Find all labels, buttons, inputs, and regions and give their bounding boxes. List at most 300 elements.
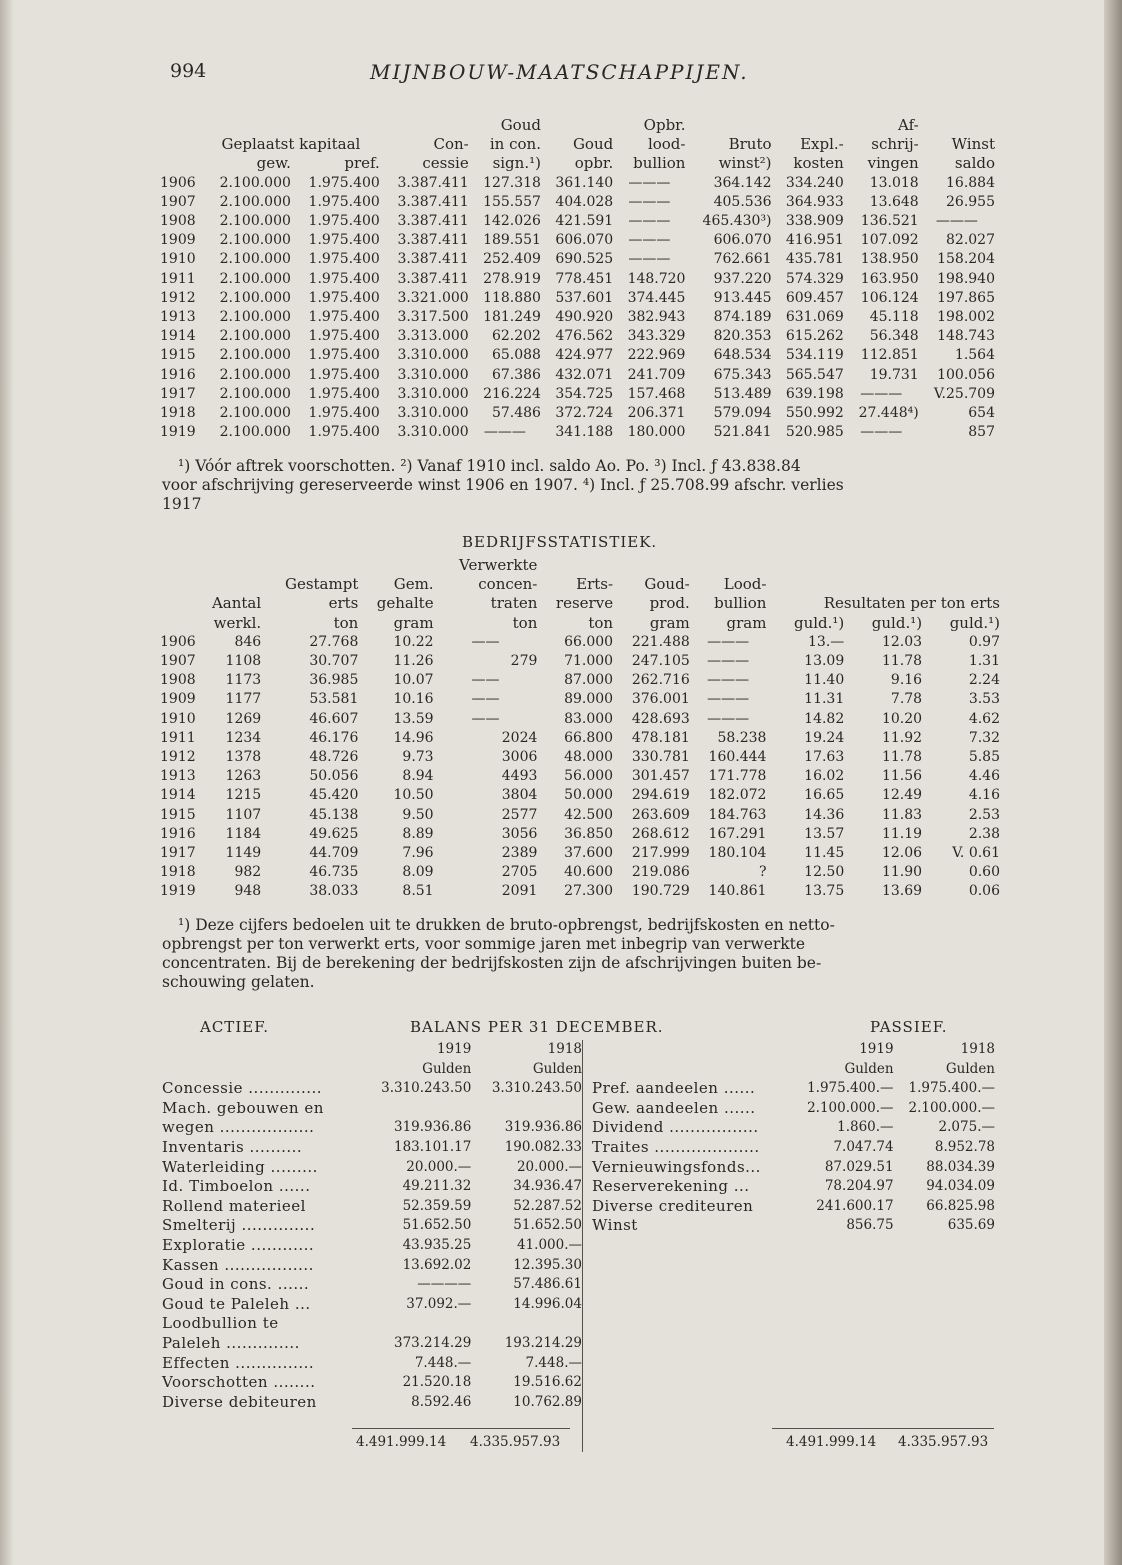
value-cell: 1.975.400 bbox=[308, 270, 380, 287]
value-cell: ——— bbox=[628, 232, 671, 249]
passief-label: PASSIEF. bbox=[870, 1018, 948, 1036]
asset-row bbox=[162, 1099, 582, 1119]
liabilities-total-1918: 4.335.957.93 bbox=[898, 1434, 989, 1450]
value-cell: 913.445 bbox=[713, 289, 772, 306]
asset-label: Exploratie ............ bbox=[162, 1235, 315, 1254]
liability-1919: 856.75 bbox=[846, 1217, 894, 1234]
year-cell: 1911 bbox=[160, 729, 196, 746]
table-row bbox=[160, 289, 995, 308]
column-header bbox=[766, 556, 844, 575]
value-cell: 579.094 bbox=[713, 405, 772, 422]
value-cell: —— bbox=[471, 633, 500, 650]
column-header: Winst bbox=[951, 135, 995, 154]
value-cell: ——— bbox=[860, 385, 903, 402]
liability-label: Pref. aandeelen ...... bbox=[592, 1079, 756, 1098]
liability-row bbox=[580, 1138, 995, 1158]
column-header: Af- bbox=[898, 116, 919, 134]
value-cell: 520.985 bbox=[785, 424, 844, 441]
value-cell: ——— bbox=[707, 710, 750, 727]
asset-1918: 34.936.47 bbox=[513, 1178, 582, 1195]
value-cell: 11.40 bbox=[804, 672, 845, 689]
value-cell: 1.975.400 bbox=[308, 289, 380, 306]
value-cell: 478.181 bbox=[631, 729, 690, 746]
assets-total-1919: 4.491.999.14 bbox=[356, 1434, 447, 1450]
asset-1918: 57.486.61 bbox=[513, 1276, 582, 1293]
operations-table bbox=[160, 556, 1000, 902]
value-cell: 184.763 bbox=[708, 806, 767, 823]
column-header bbox=[160, 556, 196, 575]
asset-1919: 20.000.— bbox=[406, 1158, 472, 1175]
column-header: Lood- bbox=[723, 575, 767, 594]
value-cell: 160.444 bbox=[708, 749, 767, 766]
value-cell: 3.321.000 bbox=[397, 289, 469, 306]
footnote-2-line-3: concentraten. Bij de berekening der bedrijfskosten zijn de afschrijvingen buiten be- bbox=[162, 954, 822, 972]
value-cell: 606.070 bbox=[555, 232, 614, 249]
value-cell: 857 bbox=[968, 424, 995, 441]
column-header bbox=[844, 556, 922, 575]
value-cell: 301.457 bbox=[631, 768, 690, 785]
asset-1919 bbox=[361, 1099, 472, 1119]
value-cell: 12.50 bbox=[804, 864, 845, 881]
value-cell: 2705 bbox=[501, 864, 538, 881]
value-cell: 62.202 bbox=[491, 328, 541, 345]
table-row bbox=[160, 423, 995, 442]
value-cell: 1.975.400 bbox=[308, 174, 380, 191]
value-cell: 71.000 bbox=[564, 653, 614, 670]
value-cell: 13.09 bbox=[804, 653, 845, 670]
year-cell: 1916 bbox=[160, 825, 196, 842]
column-header bbox=[766, 575, 844, 594]
value-cell: 3.310.000 bbox=[397, 347, 469, 364]
table-row bbox=[160, 327, 995, 346]
column-header bbox=[613, 556, 690, 575]
value-cell: 1173 bbox=[225, 672, 262, 689]
value-cell: 374.445 bbox=[627, 289, 686, 306]
value-cell: 27.768 bbox=[309, 633, 359, 650]
value-cell: 778.451 bbox=[555, 270, 614, 287]
liability-label: Vernieuwingsfonds... bbox=[592, 1157, 761, 1176]
asset-1918: 190.082.33 bbox=[504, 1138, 582, 1155]
table-row bbox=[160, 710, 1000, 729]
year-1918: 1918 bbox=[960, 1041, 995, 1057]
value-cell: 50.056 bbox=[309, 768, 359, 785]
column-header: in con. bbox=[489, 135, 541, 154]
value-cell: 198.940 bbox=[937, 270, 995, 287]
column-header bbox=[160, 575, 196, 594]
value-cell: 16.884 bbox=[946, 174, 995, 191]
value-cell: ——— bbox=[707, 691, 750, 708]
table-row bbox=[160, 652, 1000, 671]
column-header: saldo bbox=[954, 154, 995, 173]
table-row bbox=[160, 863, 1000, 882]
asset-1918: 193.214.29 bbox=[504, 1334, 582, 1351]
asset-row bbox=[162, 1354, 582, 1374]
value-cell: 294.619 bbox=[631, 787, 690, 804]
liability-1918: 2.100.000.— bbox=[908, 1099, 995, 1116]
asset-1919: 49.211.32 bbox=[402, 1178, 472, 1195]
value-cell: 2.100.000 bbox=[219, 405, 291, 422]
value-cell: 87.000 bbox=[564, 672, 614, 689]
value-cell: 182.072 bbox=[708, 787, 767, 804]
liability-1919: 7.047.74 bbox=[833, 1138, 894, 1155]
asset-row bbox=[162, 1216, 582, 1236]
value-cell: 338.909 bbox=[785, 213, 844, 230]
table-row bbox=[160, 806, 1000, 825]
page-header bbox=[170, 60, 1000, 90]
value-cell: 11.90 bbox=[881, 864, 923, 881]
value-cell: 45.118 bbox=[869, 309, 919, 326]
table-header-row bbox=[160, 556, 1000, 575]
value-cell: 1.975.400 bbox=[308, 309, 380, 326]
column-header: guld.¹) bbox=[871, 613, 923, 632]
column-header: werkl. bbox=[213, 613, 262, 632]
page-number: 994 bbox=[170, 60, 207, 82]
value-cell: 136.521 bbox=[860, 213, 919, 230]
value-cell: 4.62 bbox=[968, 710, 1000, 727]
value-cell: 1.975.400 bbox=[308, 251, 380, 268]
year-cell: 1911 bbox=[160, 270, 196, 287]
footnote-1-line-2: voor afschrijving gereserveerde winst 1906 en 1907. ⁴) Incl. ƒ 25.708.99 afschr. verlies bbox=[162, 476, 844, 494]
column-header: gew. bbox=[256, 154, 291, 173]
liability-label: Gew. aandeelen ...... bbox=[592, 1098, 756, 1117]
value-cell: ——— bbox=[707, 672, 750, 689]
value-cell: 354.725 bbox=[555, 385, 614, 402]
value-cell: 537.601 bbox=[555, 289, 614, 306]
table-row bbox=[160, 767, 1000, 786]
value-cell: 66.000 bbox=[564, 633, 614, 650]
value-cell: 16.02 bbox=[804, 768, 845, 785]
value-cell: 10.07 bbox=[393, 672, 434, 689]
value-cell: 13.57 bbox=[804, 825, 845, 842]
value-cell: 66.800 bbox=[564, 729, 614, 746]
liability-row bbox=[580, 1158, 995, 1178]
asset-1919: 319.936.86 bbox=[394, 1119, 472, 1136]
value-cell: 3.387.411 bbox=[397, 270, 469, 287]
value-cell: 171.778 bbox=[708, 768, 767, 785]
table-row bbox=[160, 671, 1000, 690]
balance-year-row bbox=[162, 1040, 582, 1060]
value-cell: 44.709 bbox=[309, 845, 359, 862]
assets-total-rule bbox=[352, 1428, 570, 1429]
value-cell: 404.028 bbox=[555, 193, 614, 210]
value-cell: 3.387.411 bbox=[397, 251, 469, 268]
value-cell: 615.262 bbox=[785, 328, 844, 345]
value-cell: 2.100.000 bbox=[219, 251, 291, 268]
value-cell: 58.238 bbox=[717, 729, 767, 746]
value-cell: 2.100.000 bbox=[219, 232, 291, 249]
year-cell: 1910 bbox=[160, 710, 196, 727]
value-cell: 9.73 bbox=[402, 749, 434, 766]
spacer bbox=[580, 1060, 792, 1080]
spacer bbox=[162, 1040, 361, 1060]
value-cell: 376.001 bbox=[631, 691, 690, 708]
table-row bbox=[160, 308, 995, 327]
table-row bbox=[160, 882, 1000, 901]
column-header bbox=[261, 556, 358, 575]
column-header bbox=[772, 116, 844, 135]
value-cell: 948 bbox=[234, 883, 262, 900]
value-cell: 476.562 bbox=[555, 328, 614, 345]
value-cell: 19.731 bbox=[869, 366, 919, 383]
value-cell: 138.950 bbox=[860, 251, 919, 268]
column-header: Goud- bbox=[644, 575, 690, 594]
value-cell: 1263 bbox=[225, 768, 262, 785]
value-cell: ——— bbox=[707, 653, 750, 670]
value-cell: 4.46 bbox=[968, 768, 1000, 785]
balance-unit-row bbox=[580, 1060, 995, 1080]
value-cell: 820.353 bbox=[713, 328, 772, 345]
value-cell: 762.661 bbox=[713, 251, 772, 268]
asset-1919: ———— bbox=[417, 1276, 472, 1293]
liability-row bbox=[580, 1118, 995, 1138]
value-cell: 106.124 bbox=[860, 289, 919, 306]
value-cell: 2.100.000 bbox=[219, 174, 291, 191]
value-cell: 631.069 bbox=[785, 309, 844, 326]
year-cell: 1907 bbox=[160, 653, 196, 670]
value-cell: ——— bbox=[628, 213, 671, 230]
table-header-row bbox=[160, 575, 1000, 594]
column-header bbox=[160, 594, 196, 613]
value-cell: 364.933 bbox=[785, 193, 844, 210]
value-cell: ? bbox=[758, 864, 767, 881]
liability-1918: 8.952.78 bbox=[934, 1138, 995, 1155]
value-cell: 36.985 bbox=[309, 672, 359, 689]
column-header: sign.¹) bbox=[492, 154, 541, 173]
value-cell: 675.343 bbox=[713, 366, 772, 383]
value-cell: 565.547 bbox=[785, 366, 844, 383]
value-cell: 167.291 bbox=[708, 825, 767, 842]
balance-assets bbox=[162, 1040, 582, 1412]
value-cell: 180.000 bbox=[627, 424, 686, 441]
column-header bbox=[685, 116, 771, 135]
column-header bbox=[690, 556, 767, 575]
value-cell: 4493 bbox=[501, 768, 538, 785]
value-cell: 1378 bbox=[225, 749, 262, 766]
asset-row bbox=[162, 1079, 582, 1099]
value-cell: 0.06 bbox=[968, 883, 1000, 900]
value-cell: 2.100.000 bbox=[219, 328, 291, 345]
value-cell: 3006 bbox=[501, 749, 538, 766]
footnote-1-line-1: ¹) Vóór aftrek voorschotten. ²) Vanaf 1910 incl. saldo Ao. Po. ³) Incl. ƒ 43.838.84 bbox=[178, 457, 801, 475]
value-cell: 11.26 bbox=[393, 653, 434, 670]
value-cell: 1107 bbox=[225, 806, 262, 823]
table-row bbox=[160, 250, 995, 269]
table-header-row bbox=[160, 594, 1000, 613]
value-cell: 252.409 bbox=[483, 251, 541, 268]
table-header-row bbox=[160, 154, 995, 173]
value-cell: 416.951 bbox=[785, 232, 844, 249]
liability-1919: 78.204.97 bbox=[824, 1178, 894, 1195]
table-row bbox=[160, 404, 995, 423]
column-header bbox=[537, 556, 613, 575]
column-header: Aantal bbox=[211, 594, 262, 613]
unit: Gulden bbox=[422, 1060, 472, 1077]
value-cell: 197.865 bbox=[937, 289, 995, 306]
value-cell: 1149 bbox=[225, 845, 262, 862]
value-cell: 53.581 bbox=[309, 691, 359, 708]
asset-1918: 20.000.— bbox=[516, 1158, 582, 1175]
column-header: guld.¹) bbox=[949, 613, 1000, 632]
column-header: concen- bbox=[478, 575, 538, 594]
value-cell: 8.51 bbox=[402, 883, 434, 900]
value-cell: 221.488 bbox=[631, 633, 690, 650]
value-cell: 67.386 bbox=[491, 366, 541, 383]
value-cell: 17.63 bbox=[804, 749, 845, 766]
column-header bbox=[541, 116, 613, 135]
value-cell: 1184 bbox=[225, 825, 262, 842]
value-cell: 3.387.411 bbox=[397, 174, 469, 191]
value-cell: 37.600 bbox=[564, 845, 614, 862]
value-cell: 56.348 bbox=[869, 328, 919, 345]
asset-1919: 183.101.17 bbox=[394, 1138, 472, 1155]
column-header: Goud bbox=[500, 116, 541, 134]
liability-row bbox=[580, 1197, 995, 1217]
column-header: Gestampt bbox=[284, 575, 359, 594]
value-cell: 112.851 bbox=[860, 347, 919, 364]
table-row bbox=[160, 690, 1000, 709]
column-header: Resultaten per ton erts bbox=[823, 594, 1000, 613]
asset-1918: 3.310.243.50 bbox=[491, 1080, 582, 1097]
asset-label: Goud te Paleleh ... bbox=[162, 1294, 311, 1313]
liability-1919: 1.975.400.— bbox=[807, 1080, 894, 1097]
value-cell: 100.056 bbox=[937, 366, 995, 383]
asset-1919: 8.592.46 bbox=[411, 1393, 472, 1410]
liability-1918: 635.69 bbox=[947, 1217, 995, 1234]
value-cell: 2024 bbox=[501, 729, 538, 746]
value-cell: ——— bbox=[628, 251, 671, 268]
unit: Gulden bbox=[844, 1060, 894, 1077]
value-cell: 13.— bbox=[808, 633, 845, 650]
value-cell: 3.310.000 bbox=[397, 424, 469, 441]
year-cell: 1919 bbox=[160, 424, 196, 441]
value-cell: 424.977 bbox=[555, 347, 614, 364]
value-cell: ——— bbox=[707, 633, 750, 650]
actief-label: ACTIEF. bbox=[200, 1018, 270, 1036]
table-row bbox=[160, 346, 995, 365]
value-cell: 361.140 bbox=[555, 174, 614, 191]
value-cell: 13.69 bbox=[881, 883, 923, 900]
column-header bbox=[922, 575, 1000, 594]
value-cell: 42.500 bbox=[564, 806, 614, 823]
asset-1919: 21.520.18 bbox=[402, 1374, 472, 1391]
column-header bbox=[160, 614, 196, 633]
column-header: bullion bbox=[714, 594, 767, 613]
value-cell: 490.920 bbox=[555, 309, 614, 326]
value-cell: 690.525 bbox=[555, 251, 614, 268]
year-cell: 1915 bbox=[160, 347, 196, 364]
value-cell: 11.45 bbox=[804, 845, 845, 862]
value-cell: 1.975.400 bbox=[308, 366, 380, 383]
liability-label: Diverse crediteuren bbox=[592, 1196, 754, 1215]
value-cell: V. 0.61 bbox=[952, 845, 1000, 862]
asset-1918: 12.395.30 bbox=[513, 1256, 582, 1273]
assets-total-1918: 4.335.957.93 bbox=[470, 1434, 561, 1450]
value-cell: 1.975.400 bbox=[308, 213, 380, 230]
column-header: schrij- bbox=[871, 135, 919, 154]
table-row bbox=[160, 174, 995, 193]
column-header bbox=[160, 154, 202, 173]
value-cell: 222.969 bbox=[627, 347, 686, 364]
column-header: lood- bbox=[647, 135, 686, 154]
asset-1918: 52.287.52 bbox=[513, 1197, 582, 1214]
year-cell: 1913 bbox=[160, 768, 196, 785]
value-cell: 56.000 bbox=[564, 768, 614, 785]
value-cell: 36.850 bbox=[564, 825, 614, 842]
value-cell: 127.318 bbox=[483, 174, 541, 191]
asset-1919: 373.214.29 bbox=[394, 1334, 472, 1351]
value-cell: 26.955 bbox=[946, 193, 995, 210]
liability-row bbox=[580, 1216, 995, 1236]
column-header: Verwerkte bbox=[459, 556, 538, 574]
value-cell: 46.735 bbox=[309, 864, 359, 881]
value-cell: 3.387.411 bbox=[397, 193, 469, 210]
value-cell: 12.49 bbox=[881, 787, 923, 804]
balance-year-row bbox=[580, 1040, 995, 1060]
value-cell: 12.03 bbox=[881, 633, 923, 650]
value-cell: 107.092 bbox=[860, 232, 919, 249]
value-cell: —— bbox=[471, 710, 500, 727]
asset-1919: 13.692.02 bbox=[402, 1256, 472, 1273]
liability-1918: 66.825.98 bbox=[926, 1197, 995, 1214]
value-cell: 2.100.000 bbox=[219, 424, 291, 441]
page-left-shadow bbox=[0, 0, 14, 1565]
liability-1918: 88.034.39 bbox=[926, 1158, 995, 1175]
column-header: vingen bbox=[867, 154, 919, 173]
liability-row bbox=[580, 1099, 995, 1119]
value-cell: 50.000 bbox=[564, 787, 614, 804]
asset-row bbox=[162, 1118, 582, 1138]
balance-unit-row bbox=[162, 1060, 582, 1080]
asset-row bbox=[162, 1236, 582, 1256]
value-cell: 27.300 bbox=[564, 883, 614, 900]
value-cell: 341.188 bbox=[555, 424, 614, 441]
value-cell: 13.648 bbox=[869, 193, 919, 210]
column-header: Geplaatst kapitaal bbox=[221, 135, 361, 154]
value-cell: 13.75 bbox=[804, 883, 845, 900]
value-cell: 3.310.000 bbox=[397, 366, 469, 383]
value-cell: 1.975.400 bbox=[308, 385, 380, 402]
value-cell: 206.371 bbox=[627, 405, 686, 422]
column-header: winst²) bbox=[718, 154, 772, 173]
value-cell: 11.83 bbox=[881, 806, 923, 823]
year-1919: 1919 bbox=[859, 1041, 894, 1057]
value-cell: 2.100.000 bbox=[219, 213, 291, 230]
value-cell: 405.536 bbox=[713, 193, 772, 210]
footnote-1-line-3: 1917 bbox=[162, 495, 202, 513]
table-row bbox=[160, 786, 1000, 805]
asset-row bbox=[162, 1314, 582, 1334]
table-header-row bbox=[160, 135, 995, 154]
liability-label: Dividend ................. bbox=[592, 1118, 759, 1137]
value-cell: 16.65 bbox=[804, 787, 845, 804]
value-cell: 1215 bbox=[225, 787, 262, 804]
value-cell: 937.220 bbox=[713, 270, 772, 287]
value-cell: 268.612 bbox=[631, 825, 690, 842]
value-cell: 12.06 bbox=[881, 845, 923, 862]
column-header bbox=[160, 135, 202, 154]
column-header: opbr. bbox=[574, 154, 614, 173]
value-cell: 163.950 bbox=[860, 270, 919, 287]
table-row bbox=[160, 748, 1000, 767]
value-cell: 2.100.000 bbox=[219, 309, 291, 326]
asset-row bbox=[162, 1177, 582, 1197]
asset-1919: 52.359.59 bbox=[402, 1197, 472, 1214]
value-cell: 846 bbox=[234, 633, 262, 650]
asset-row bbox=[162, 1256, 582, 1276]
asset-label: Rollend materieel bbox=[162, 1196, 306, 1215]
asset-1918: 14.996.04 bbox=[513, 1295, 582, 1312]
year-1919: 1919 bbox=[436, 1041, 472, 1057]
